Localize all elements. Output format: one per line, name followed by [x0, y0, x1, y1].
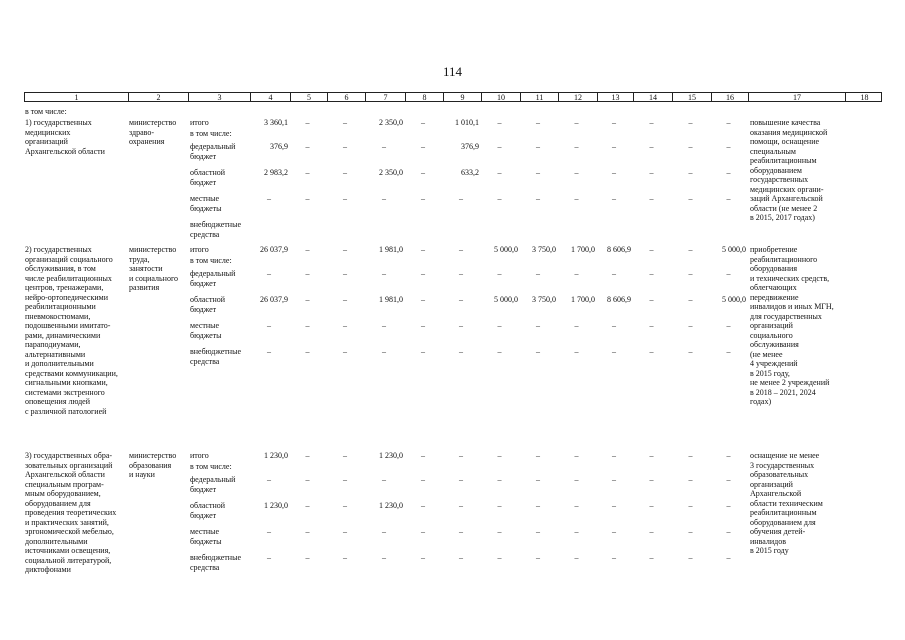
row-2-value-col-9: –	[459, 295, 463, 304]
header-cell-5: 5	[291, 93, 328, 101]
row-2-value-col-4: 26 037,9	[260, 245, 288, 254]
row-3-value-col-16: –	[726, 501, 731, 510]
row-3-value-col-15: –	[688, 451, 693, 460]
row-2-value-col-6: –	[343, 321, 347, 330]
row-2-value-col-7: –	[382, 321, 386, 330]
row-2-value-col-6: –	[343, 245, 347, 254]
row-2-value-col-5: –	[305, 269, 310, 278]
row-1-line-label: внебюджетные средства	[190, 220, 241, 239]
row-3-value-col-12: –	[574, 553, 579, 562]
row-1-value-col-5: –	[305, 118, 310, 127]
row-1-line-label: федеральный бюджет	[190, 142, 236, 161]
row-1-value-col-11: –	[536, 168, 540, 177]
row-2-value-col-6: –	[343, 295, 347, 304]
row-3-value-col-8: –	[421, 475, 425, 484]
row-2-value-col-13: 8 606,9	[607, 245, 631, 254]
row-2-value-col-8: –	[421, 347, 425, 356]
row-2-line-label: областной бюджет	[190, 295, 226, 314]
header-cell-7: 7	[366, 93, 406, 101]
header-cell-12: 12	[559, 93, 598, 101]
row-1-value-col-5: –	[305, 194, 310, 203]
row-3-line-label: внебюджетные средства	[190, 553, 241, 572]
row-2-value-col-13: –	[612, 269, 616, 278]
row-2-value-col-7: –	[382, 269, 386, 278]
row-1-executor: министерство здраво- охранения	[129, 118, 177, 146]
row-3-sub-label: в том числе:	[190, 462, 232, 471]
row-2-value-col-15: –	[688, 245, 693, 254]
row-3-value-col-12: –	[574, 501, 579, 510]
row-2-value-col-11: –	[536, 347, 540, 356]
row-3-value-col-11: –	[536, 501, 540, 510]
row-2-value-col-14: –	[649, 295, 654, 304]
row-2-value-col-6: –	[343, 269, 347, 278]
row-1-value-col-16: –	[726, 194, 731, 203]
row-3-value-col-8: –	[421, 553, 425, 562]
header-cell-11: 11	[521, 93, 559, 101]
row-2-value-col-7: 1 981,0	[379, 245, 403, 254]
row-2-value-col-9: –	[459, 269, 463, 278]
row-2-value-col-8: –	[421, 245, 425, 254]
row-1-value-col-16: –	[726, 168, 731, 177]
row-3-value-col-6: –	[343, 527, 347, 536]
header-cell-13: 13	[598, 93, 634, 101]
row-3-value-col-8: –	[421, 451, 425, 460]
row-1-value-col-5: –	[305, 168, 310, 177]
row-2-value-col-5: –	[305, 321, 310, 330]
row-3-line-label: федеральный бюджет	[190, 475, 236, 494]
row-1-value-col-7: –	[382, 194, 386, 203]
row-1-value-col-8: –	[421, 168, 425, 177]
row-3-value-col-4: 1 230,0	[264, 451, 288, 460]
row-2-sub-label: в том числе:	[190, 256, 232, 265]
row-1-line-label: местные бюджеты	[190, 194, 222, 213]
header-cell-15: 15	[673, 93, 712, 101]
row-2-result: приобретение реабилитационного оборудования и технических средств, облегчающих передвижение инвалидов и иных МГН, для государственных организаций социального обслуживания (не менее 4 учреждений в 2015 году, не менее 2 учреждений в 2018 – 2021, 2024 годах)	[750, 245, 834, 406]
row-2-line-label: внебюджетные средства	[190, 347, 241, 366]
row-1-value-col-4: 376,9	[270, 142, 288, 151]
row-1-value-col-10: –	[497, 118, 502, 127]
row-2-value-col-11: –	[536, 321, 540, 330]
row-1-value-col-6: –	[343, 142, 347, 151]
row-3-object: 3) государственных обра- зовательных организаций Архангельской области специальным програм- мным оборудованием, оборудованием для проведения теоретических и практических занятий, эргономической мебелью, дополнительными источниками освещения, социальной литературой, диктофонами	[25, 451, 117, 574]
row-3-value-col-13: –	[612, 501, 616, 510]
row-2-line-label: федеральный бюджет	[190, 269, 236, 288]
page-number: 114	[442, 64, 463, 79]
row-1-value-col-14: –	[649, 142, 654, 151]
row-3-value-col-11: –	[536, 553, 540, 562]
row-2-value-col-6: –	[343, 347, 347, 356]
row-3-value-col-15: –	[688, 553, 693, 562]
row-1-value-col-12: –	[574, 194, 579, 203]
row-1-value-col-13: –	[612, 142, 616, 151]
row-1-value-col-6: –	[343, 118, 347, 127]
header-cell-18: 18	[860, 93, 869, 102]
row-3-value-col-6: –	[343, 553, 347, 562]
row-1-line-label: итого	[190, 118, 209, 127]
row-2-value-col-15: –	[688, 269, 693, 278]
row-3-value-col-6: –	[343, 475, 347, 484]
row-1-value-col-7: 2 350,0	[379, 168, 403, 177]
row-1-value-col-8: –	[421, 194, 425, 203]
row-1-value-col-6: –	[343, 168, 347, 177]
row-1-value-col-11: –	[536, 194, 540, 203]
row-2-executor: министерство труда, занятости и социального развития	[129, 245, 179, 292]
row-3-value-col-10: –	[497, 527, 502, 536]
header-cell-17: 17	[749, 93, 846, 101]
row-2-value-col-12: 1 700,0	[571, 295, 595, 304]
row-3-value-col-8: –	[421, 501, 425, 510]
row-3-result: оснащение не менее 3 государственных образовательных организаций Архангельской области техническим реабилитационным оборудованием для обучения детей- инвалидов в 2015 году	[750, 451, 823, 555]
row-2-value-col-11: 3 750,0	[532, 295, 556, 304]
row-1-value-col-9: 376,9	[461, 142, 479, 151]
row-1-value-col-10: –	[497, 168, 502, 177]
header-cell-16: 16	[712, 93, 749, 101]
header-cell-3: 3	[189, 93, 251, 101]
row-2-value-col-15: –	[688, 347, 693, 356]
row-1-object: 1) государственных медицинских организаций Архангельской области	[25, 118, 105, 156]
row-2-value-col-5: –	[305, 347, 310, 356]
header-cell-1: 1	[25, 93, 129, 101]
row-1-value-col-16: –	[726, 142, 731, 151]
row-3-value-col-5: –	[305, 475, 310, 484]
row-2-value-col-16: 5 000,0	[722, 295, 746, 304]
row-2-value-col-9: –	[459, 321, 463, 330]
row-2-value-col-8: –	[421, 321, 425, 330]
row-1-result: повышение качества оказания медицинской помощи, оснащение специальным реабилитационным оборудованием государственных медицинских органи- заций Архангельской области (не менее 2 в 2015, 2017 годах)	[750, 118, 828, 222]
row-2-value-col-10: –	[497, 347, 502, 356]
row-2-value-col-10: 5 000,0	[494, 295, 518, 304]
row-3-value-col-11: –	[536, 527, 540, 536]
row-3-line-label: областной бюджет	[190, 501, 226, 520]
row-1-value-col-8: –	[421, 118, 425, 127]
header-cell-4: 4	[251, 93, 291, 101]
row-3-value-col-8: –	[421, 527, 425, 536]
row-2-value-col-15: –	[688, 321, 693, 330]
row-3-value-col-9: –	[459, 553, 463, 562]
row-2-value-col-12: 1 700,0	[571, 245, 595, 254]
row-1-value-col-9: 1 010,1	[455, 118, 479, 127]
row-2-value-col-16: –	[726, 347, 731, 356]
row-3-value-col-5: –	[305, 527, 310, 536]
row-2-object: 2) государственных организаций социального обслуживания, в том числе реабилитационных центров, тренажерами, нейро-ортопедическими реабилитационными пневмокостюмами, подошвенными имитато- рами, динамическими параподиумами, альтернативными и дополнительными средствами коммуникации, сигнальными кнопками, системами экстренного оповещения людей с различной патологией	[25, 245, 118, 416]
row-3-value-col-12: –	[574, 475, 579, 484]
row-1-value-col-7: –	[382, 142, 386, 151]
row-2-value-col-10: 5 000,0	[494, 245, 518, 254]
row-3-value-col-14: –	[649, 475, 654, 484]
row-1-line-label: областной бюджет	[190, 168, 226, 187]
row-2-value-col-12: –	[574, 269, 579, 278]
row-1-value-col-11: –	[536, 118, 540, 127]
row-2-value-col-16: –	[726, 321, 731, 330]
row-3-value-col-6: –	[343, 451, 347, 460]
row-2-value-col-13: –	[612, 321, 616, 330]
row-3-value-col-7: –	[382, 553, 386, 562]
row-1-value-col-6: –	[343, 194, 347, 203]
row-2-value-col-10: –	[497, 269, 502, 278]
row-1-value-col-11: –	[536, 142, 540, 151]
row-1-value-col-16: –	[726, 118, 731, 127]
row-2-value-col-7: –	[382, 347, 386, 356]
row-3-value-col-9: –	[459, 451, 463, 460]
row-3-value-col-16: –	[726, 475, 731, 484]
row-2-value-col-14: –	[649, 321, 654, 330]
row-3-value-col-7: 1 230,0	[379, 501, 403, 510]
row-1-value-col-10: –	[497, 194, 502, 203]
row-3-value-col-9: –	[459, 527, 463, 536]
row-3-value-col-14: –	[649, 553, 654, 562]
row-3-value-col-15: –	[688, 527, 693, 536]
row-3-value-col-12: –	[574, 451, 579, 460]
intro-text: в том числе:	[25, 107, 67, 116]
row-3-value-col-13: –	[612, 451, 616, 460]
row-1-value-col-7: 2 350,0	[379, 118, 403, 127]
row-2-value-col-4: 26 037,9	[260, 295, 288, 304]
row-1-value-col-10: –	[497, 142, 502, 151]
row-3-value-col-4: –	[267, 527, 271, 536]
row-1-value-col-5: –	[305, 142, 310, 151]
row-3-line-label: местные бюджеты	[190, 527, 222, 546]
row-3-value-col-5: –	[305, 451, 310, 460]
row-1-value-col-4: 3 360,1	[264, 118, 288, 127]
row-3-value-col-13: –	[612, 527, 616, 536]
header-cell-14: 14	[634, 93, 673, 101]
row-2-value-col-7: 1 981,0	[379, 295, 403, 304]
row-3-value-col-12: –	[574, 527, 579, 536]
row-2-value-col-16: –	[726, 269, 731, 278]
row-1-value-col-13: –	[612, 118, 616, 127]
row-2-value-col-5: –	[305, 245, 310, 254]
row-3-value-col-10: –	[497, 475, 502, 484]
row-2-value-col-14: –	[649, 269, 654, 278]
row-1-value-col-12: –	[574, 118, 579, 127]
row-2-line-label: местные бюджеты	[190, 321, 222, 340]
row-3-value-col-7: 1 230,0	[379, 451, 403, 460]
header-cell-9: 9	[444, 93, 482, 101]
row-2-value-col-9: –	[459, 245, 463, 254]
row-2-value-col-8: –	[421, 295, 425, 304]
row-3-value-col-4: –	[267, 475, 271, 484]
row-3-value-col-11: –	[536, 451, 540, 460]
row-1-value-col-4: 2 983,2	[264, 168, 288, 177]
row-2-value-col-12: –	[574, 347, 579, 356]
row-1-value-col-13: –	[612, 194, 616, 203]
row-1-value-col-15: –	[688, 142, 693, 151]
row-3-value-col-15: –	[688, 475, 693, 484]
row-2-value-col-14: –	[649, 245, 654, 254]
row-2-value-col-14: –	[649, 347, 654, 356]
row-3-value-col-5: –	[305, 501, 310, 510]
row-1-value-col-15: –	[688, 118, 693, 127]
column-header-row	[24, 92, 882, 102]
row-1-value-col-13: –	[612, 168, 616, 177]
row-3-value-col-5: –	[305, 553, 310, 562]
header-cell-6: 6	[328, 93, 366, 101]
row-1-value-col-9: 633,2	[461, 168, 479, 177]
row-3-value-col-13: –	[612, 475, 616, 484]
row-2-value-col-10: –	[497, 321, 502, 330]
row-3-value-col-4: –	[267, 553, 271, 562]
row-2-value-col-8: –	[421, 269, 425, 278]
row-2-value-col-9: –	[459, 347, 463, 356]
header-cell-2: 2	[129, 93, 189, 101]
row-1-value-col-9: –	[459, 194, 463, 203]
row-3-line-label: итого	[190, 451, 209, 460]
row-2-value-col-13: 8 606,9	[607, 295, 631, 304]
row-3-value-col-10: –	[497, 501, 502, 510]
row-2-value-col-4: –	[267, 269, 271, 278]
row-2-value-col-16: 5 000,0	[722, 245, 746, 254]
row-1-value-col-14: –	[649, 118, 654, 127]
row-1-value-col-14: –	[649, 194, 654, 203]
header-cell-8: 8	[406, 93, 444, 101]
row-3-value-col-9: –	[459, 501, 463, 510]
row-2-value-col-4: –	[267, 347, 271, 356]
row-3-value-col-16: –	[726, 527, 731, 536]
row-2-value-col-15: –	[688, 295, 693, 304]
row-2-line-label: итого	[190, 245, 209, 254]
row-3-value-col-14: –	[649, 501, 654, 510]
row-3-value-col-16: –	[726, 451, 731, 460]
header-cell-10: 10	[482, 93, 521, 101]
row-3-value-col-16: –	[726, 553, 731, 562]
row-3-value-col-7: –	[382, 527, 386, 536]
row-3-value-col-9: –	[459, 475, 463, 484]
row-1-value-col-12: –	[574, 168, 579, 177]
row-3-value-col-10: –	[497, 553, 502, 562]
row-2-value-col-4: –	[267, 321, 271, 330]
row-1-value-col-8: –	[421, 142, 425, 151]
row-1-value-col-14: –	[649, 168, 654, 177]
row-2-value-col-11: –	[536, 269, 540, 278]
row-1-value-col-15: –	[688, 194, 693, 203]
row-3-value-col-14: –	[649, 451, 654, 460]
row-3-value-col-7: –	[382, 475, 386, 484]
row-3-value-col-15: –	[688, 501, 693, 510]
row-3-value-col-4: 1 230,0	[264, 501, 288, 510]
row-1-value-col-4: –	[267, 194, 271, 203]
row-3-value-col-11: –	[536, 475, 540, 484]
row-1-value-col-15: –	[688, 168, 693, 177]
row-3-value-col-6: –	[343, 501, 347, 510]
row-2-value-col-11: 3 750,0	[532, 245, 556, 254]
row-1-sub-label: в том числе:	[190, 129, 232, 138]
row-3-executor: министерство образования и науки	[129, 451, 177, 479]
row-2-value-col-13: –	[612, 347, 616, 356]
row-1-value-col-12: –	[574, 142, 579, 151]
row-2-value-col-5: –	[305, 295, 310, 304]
row-3-value-col-10: –	[497, 451, 502, 460]
row-3-value-col-13: –	[612, 553, 616, 562]
row-2-value-col-12: –	[574, 321, 579, 330]
row-3-value-col-14: –	[649, 527, 654, 536]
